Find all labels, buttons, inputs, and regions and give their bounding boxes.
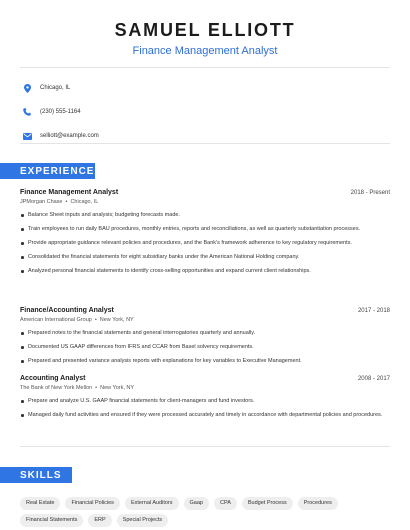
skill-chip: Procedures bbox=[298, 497, 338, 510]
map-pin-icon bbox=[22, 83, 32, 93]
phone-icon bbox=[22, 107, 32, 117]
job-entry-dates: 2018 - Present bbox=[350, 190, 390, 196]
job-company: American International Group bbox=[20, 317, 92, 323]
resume-header bbox=[0, 0, 410, 58]
candidate-name: SAMUEL ELLIOTT bbox=[114, 20, 296, 40]
job-bullets bbox=[20, 329, 390, 365]
email-icon bbox=[22, 131, 32, 141]
skill-chip: Gaap bbox=[184, 497, 209, 510]
job-employer: The Bank of New York Mellon • New York, NY bbox=[20, 385, 135, 391]
bullet-item: Managed daily fund activities and ensured if they were processed accurately and timely in accordance with departmental policies and procedures. bbox=[20, 411, 390, 419]
contact-email bbox=[22, 130, 99, 142]
job-company: JPMorgan Chase bbox=[20, 199, 63, 205]
bullet-item: Train employees to run daily BAU procedures, monthly entries, reports and reconciliations, as well as quarterly substantiation processes. bbox=[20, 225, 390, 233]
bullet-item: Prepared and presented variance analysis reports with explanations for key variables to Executive Management. bbox=[20, 357, 390, 365]
job-entry bbox=[20, 307, 390, 371]
skill-chip: Financial Policies bbox=[65, 497, 120, 510]
job-location: Chicago, IL bbox=[70, 199, 99, 205]
job-entry-dates: 2017 - 2018 bbox=[357, 308, 390, 314]
bullet-item: Balance Sheet inputs and analysis; budgeting forecasts made. bbox=[20, 211, 390, 219]
bullet-item: Prepared notes to the financial statements and general interrogatories quarterly and annually. bbox=[20, 329, 390, 337]
job-header bbox=[20, 189, 390, 196]
job-header bbox=[20, 307, 390, 314]
bullet-item: Prepare and analyze U.S. GAAP financial statements for client-managers and fund investors. bbox=[20, 397, 390, 405]
contact-location-text: Chicago, IL bbox=[40, 85, 71, 91]
bullet-item: Documented US GAAP differences from IFRS and CCAR from Basel solvency requirements. bbox=[20, 343, 390, 351]
bullet-item: Provide appropriate guidance relevant policies and procedures, and the Bank's framework adherence to key regulatory requirements. bbox=[20, 239, 390, 247]
skills-heading: SKILLS bbox=[0, 467, 72, 483]
skills-divider bbox=[20, 446, 390, 447]
job-bullets bbox=[20, 211, 390, 275]
experience-heading: EXPERIENCE bbox=[0, 163, 95, 179]
job-entry bbox=[20, 375, 390, 425]
skills-list bbox=[20, 497, 400, 530]
skill-chip: Financial Statements bbox=[20, 514, 83, 527]
bullet-item: Analyzed personal financial statements to identify cross-selling opportunities and expand current client relationships. bbox=[20, 267, 390, 275]
bullet-item: Consolidated the financial statements for eight subsidiary banks under the American National Holding company. bbox=[20, 253, 390, 261]
job-location: New York, NY bbox=[100, 385, 135, 391]
contact-phone bbox=[22, 106, 99, 118]
skill-chip: Special Projects bbox=[117, 514, 168, 527]
job-entry bbox=[20, 189, 390, 281]
job-header bbox=[20, 375, 390, 382]
skill-chip: Budget Process bbox=[242, 497, 293, 510]
skill-chip: Real Estate bbox=[20, 497, 60, 510]
job-bullets bbox=[20, 397, 390, 419]
job-entry-title: Accounting Analyst bbox=[20, 375, 86, 382]
contact-phone-text: (230) 555-1164 bbox=[40, 109, 81, 115]
job-entry-title: Finance/Accounting Analyst bbox=[20, 307, 114, 314]
job-employer: American International Group • New York, NY bbox=[20, 317, 134, 323]
contact-divider bbox=[20, 143, 390, 144]
header-divider bbox=[20, 67, 390, 68]
job-entry-dates: 2008 - 2017 bbox=[357, 376, 390, 382]
job-entry-title: Finance Management Analyst bbox=[20, 189, 119, 196]
contact-list bbox=[22, 82, 99, 148]
job-company: The Bank of New York Mellon bbox=[20, 385, 93, 391]
contact-location bbox=[22, 82, 99, 94]
skill-chip: CPA bbox=[214, 497, 237, 510]
job-location: New York, NY bbox=[99, 317, 134, 323]
skill-chip: External Auditors bbox=[125, 497, 179, 510]
job-title: Finance Management Analyst bbox=[132, 45, 278, 57]
job-employer: JPMorgan Chase • Chicago, IL bbox=[20, 199, 99, 205]
skill-chip: ERP bbox=[88, 514, 111, 527]
contact-email-text: selliott@example.com bbox=[40, 133, 99, 139]
